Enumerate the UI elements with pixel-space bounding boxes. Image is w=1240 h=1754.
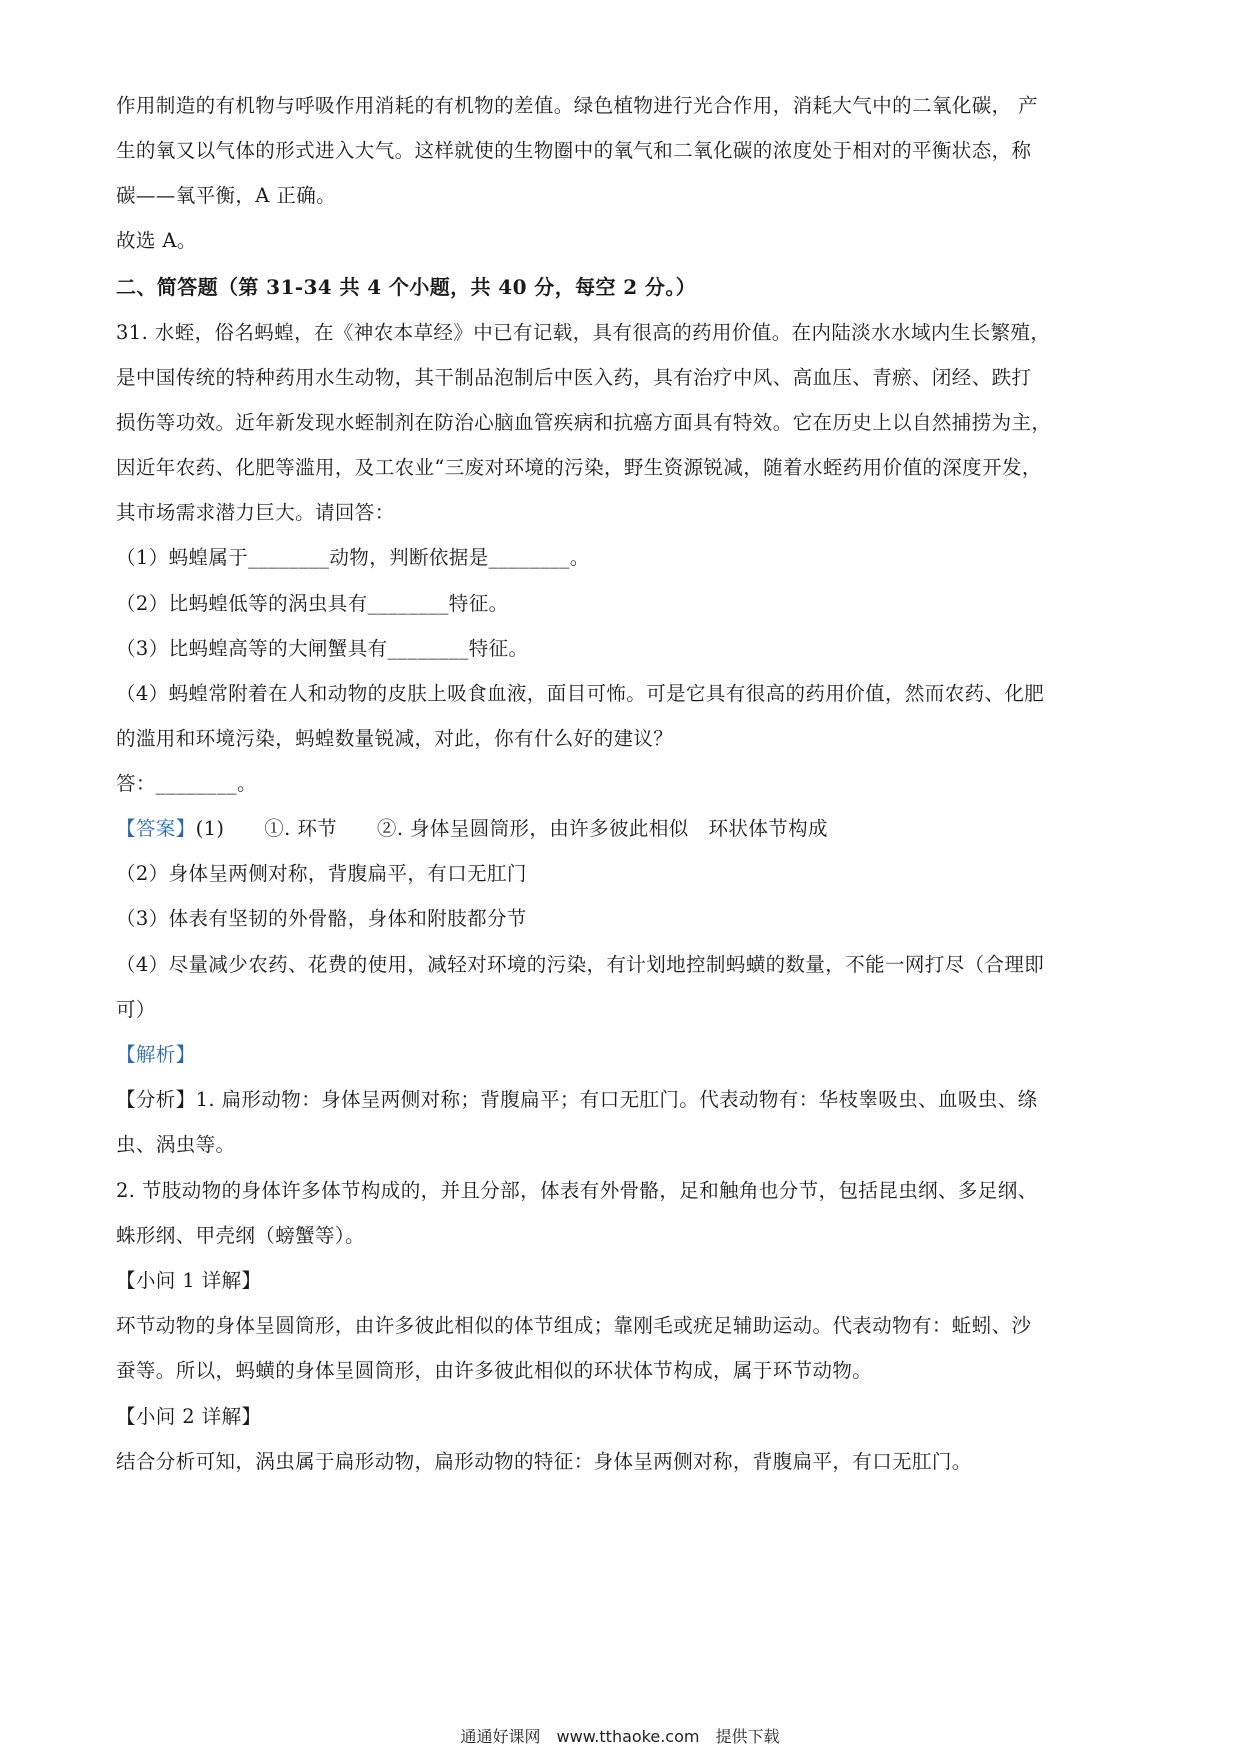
answer-line-3: （3）体表有坚韧的外骨骼，身体和附肢都分节 bbox=[116, 907, 527, 930]
sub-question-2: （2）比蚂蝗低等的涡虫具有________特征。 bbox=[116, 592, 509, 615]
analysis-line: 蚕等。所以，蚂蟥的身体呈圆筒形，由许多彼此相似的环状体节构成，属于环节动物。 bbox=[116, 1359, 873, 1382]
analysis-line: 蛛形纲、甲壳纲（螃蟹等）。 bbox=[116, 1224, 365, 1247]
sub-question-3: （3）比蚂蝗高等的大闸蟹具有________特征。 bbox=[116, 637, 529, 660]
text-line: 碳——氧平衡，A 正确。 bbox=[116, 184, 337, 207]
analysis-line: 环节动物的身体呈圆筒形，由许多彼此相似的体节组成；靠刚毛或疣足辅助运动。代表动物有：蚯蚓、沙 bbox=[116, 1314, 1032, 1337]
analysis-line: 结合分析可知，涡虫属于扁形动物，扁形动物的特征：身体呈两侧对称，背腹扁平，有口无肛门。 bbox=[116, 1450, 972, 1473]
analysis-line: 虫、涡虫等。 bbox=[116, 1133, 236, 1156]
sub-question-1: （1）蚂蝗属于________动物，判断依据是________。 bbox=[116, 546, 590, 569]
answer-line-2: （2）身体呈两侧对称，背腹扁平，有口无肛门 bbox=[116, 862, 527, 885]
question-text-line: 31. 水蛭，俗名蚂蝗，在《神农本草经》中已有记载，具有很高的药用价值。在内陆淡水水域内生长繁殖， bbox=[116, 321, 1051, 344]
text-line: 生的氧又以气体的形式进入大气。这样就使的生物圈中的氧气和二氧化碳的浓度处于相对的平衡状态，称 bbox=[116, 139, 1032, 162]
answer-blank-line: 答：________。 bbox=[116, 772, 257, 795]
text-line: 作用制造的有机物与呼吸作用消耗的有机物的差值。绿色植物进行光合作用，消耗大气中的二氧化碳， 产 bbox=[116, 94, 1038, 117]
answer-line-4: （4）尽量减少农药、花费的使用，减轻对环境的污染，有计划地控制蚂蟥的数量，不能一网打尽（合理即 bbox=[116, 953, 1045, 976]
text-line: 故选 A。 bbox=[116, 229, 197, 252]
question-text-line: 是中国传统的特种药用水生动物，其干制品泡制后中医入药，具有治疗中风、高血压、青瘀、闭经、跌打 bbox=[116, 366, 1032, 389]
answer-line-1 bbox=[116, 815, 1126, 843]
answer-line-1-text: (1) ①. 环节 ②. 身体呈圆筒形，由许多彼此相似 环状体节构成 bbox=[195, 817, 828, 840]
question-text-line: 因近年农药、化肥等滥用，及工农业“三废对环境的污染，野生资源锐减，随着水蛭药用价值的深度开发， bbox=[116, 456, 1042, 479]
analysis-subheading: 【小问 2 详解】 bbox=[116, 1405, 262, 1428]
analysis-tag: 【解析】 bbox=[116, 1043, 196, 1066]
analysis-line: 【分析】1. 扁形动物：身体呈两侧对称；背腹扁平；有口无肛门。代表动物有：华枝睾吸虫、血吸虫、绦 bbox=[116, 1088, 1038, 1111]
page-footer: 通通好课网 www.tthaoke.com 提供下载 bbox=[460, 1727, 780, 1746]
analysis-line: 2. 节肢动物的身体许多体节构成的，并且分部，体表有外骨骼，足和触角也分节，包括昆虫纲、多足纲、 bbox=[116, 1179, 1038, 1202]
question-text-line: 其市场需求潜力巨大。请回答： bbox=[116, 501, 395, 524]
answer-tag: 【答案】 bbox=[116, 817, 196, 840]
sub-question-4-cont: 的滥用和环境污染，蚂蝗数量锐减，对此，你有什么好的建议？ bbox=[116, 727, 674, 750]
section-heading: 二、简答题（第 31-34 共 4 个小题，共 40 分，每空 2 分。） bbox=[116, 275, 697, 299]
analysis-subheading: 【小问 1 详解】 bbox=[116, 1269, 262, 1292]
sub-question-4: （4）蚂蝗常附着在人和动物的皮肤上吸食血液，面目可怖。可是它具有很高的药用价值，然而农药、化肥 bbox=[116, 682, 1045, 705]
answer-line-5: 可） bbox=[116, 998, 156, 1021]
question-text-line: 损伤等功效。近年新发现水蛭制剂在防治心脑血管疾病和抗癌方面具有特效。它在历史上以自然捕捞为主， bbox=[116, 411, 1052, 434]
